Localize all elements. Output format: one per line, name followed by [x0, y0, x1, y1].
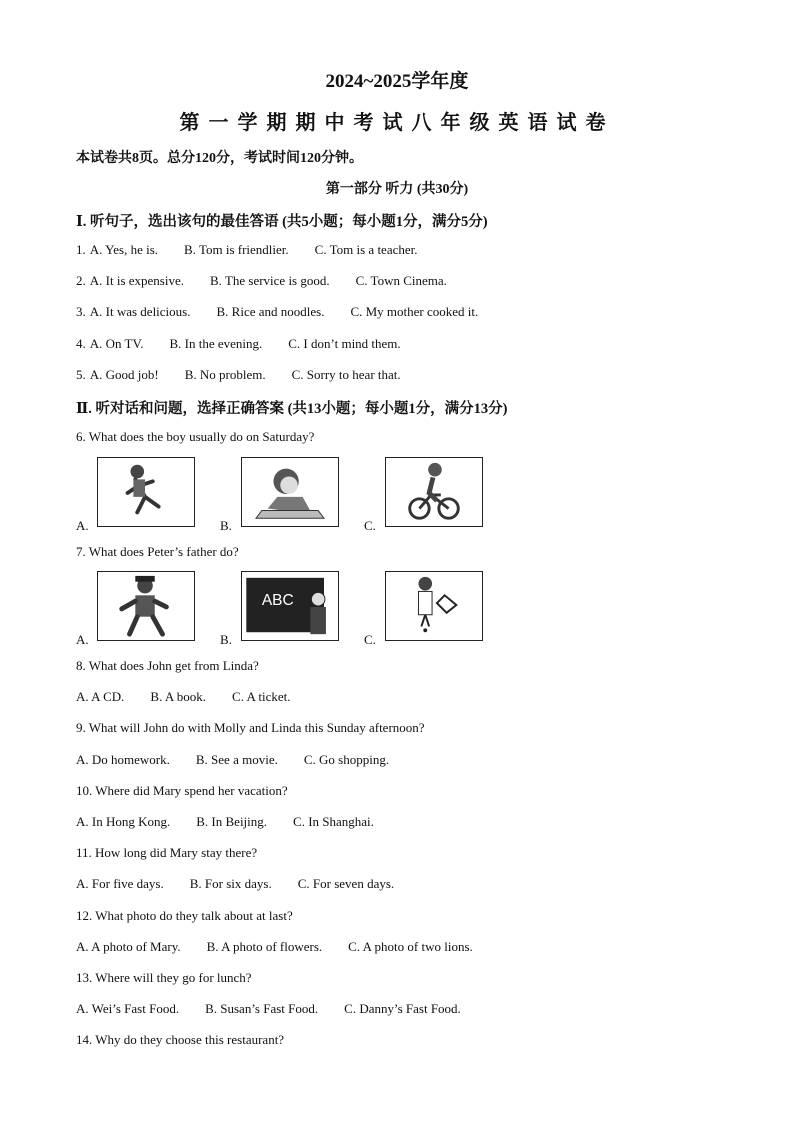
question-9: 9. What will John do with Molly and Linda this Sunday afternoon?	[76, 720, 425, 735]
question-12-options: A. A photo of Mary. B. A photo of flowers. C. A photo of two lions.	[76, 939, 473, 954]
doctor-icon	[385, 571, 483, 641]
question-8-options: A. A CD. B. A book. C. A ticket.	[76, 689, 291, 704]
question-13: 13. Where will they go for lunch?	[76, 970, 252, 985]
q7-label-c: C.	[364, 632, 376, 647]
question-10: 10. Where did Mary spend her vacation?	[76, 783, 288, 798]
q6-label-c: C.	[364, 518, 376, 533]
section2-heading: Ⅱ. 听对话和问题，选择正确答案 (共13小题；每小题1分，满分13分)	[76, 401, 508, 417]
cycling-boy-icon	[385, 457, 483, 527]
question-14: 14. Why do they choose this restaurant?	[76, 1032, 285, 1047]
question-11: 11. How long did Mary stay there?	[76, 845, 258, 860]
question-6: 6. What does the boy usually do on Saturday?	[76, 429, 315, 444]
question-5: 5. A. Good job! B. No problem. C. Sorry to hear that.	[76, 367, 401, 382]
question-8: 8. What does John get from Linda?	[76, 658, 259, 673]
question-3: 3. A. It was delicious. B. Rice and noodles. C. My mother cooked it.	[76, 304, 479, 319]
exam-main-title: 第一学期期中考试八年级英语试卷	[179, 112, 615, 134]
exam-year-title: 2024~2025学年度	[325, 71, 469, 92]
question-12: 12. What photo do they talk about at last?	[76, 908, 293, 923]
firefighter-icon	[97, 571, 195, 641]
question-4: 4. A. On TV. B. In the evening. C. I don’t mind them.	[76, 336, 401, 351]
q7-label-b: B.	[220, 632, 232, 647]
exam-note: 本试卷共8页。总分120分，考试时间120分钟。	[76, 151, 363, 166]
q7-label-a: A.	[76, 632, 89, 647]
question-7: 7. What does Peter’s father do?	[76, 544, 239, 559]
running-boy-icon	[97, 457, 195, 527]
question-10-options: A. In Hong Kong. B. In Beijing. C. In Shanghai.	[76, 814, 374, 829]
question-13-options: A. Wei’s Fast Food. B. Susan’s Fast Food. C. Danny’s Fast Food.	[76, 1001, 461, 1016]
question-2: 2. A. It is expensive. B. The service is good. C. Town Cinema.	[76, 273, 447, 288]
blackboard-text: ABC	[261, 592, 294, 610]
question-1: 1. A. Yes, he is. B. Tom is friendlier. C. Tom is a teacher.	[76, 242, 418, 257]
q6-label-b: B.	[220, 518, 232, 533]
teacher-blackboard-icon	[241, 571, 339, 641]
question-11-options: A. For five days. B. For six days. C. For seven days.	[76, 876, 395, 891]
q6-label-a: A.	[76, 518, 89, 533]
section1-heading: Ⅰ. 听句子，选出该句的最佳答语 (共5小题；每小题1分，满分5分)	[76, 214, 488, 230]
question-9-options: A. Do homework. B. See a movie. C. Go shopping.	[76, 752, 390, 767]
writing-boy-icon	[241, 457, 339, 527]
part1-heading: 第一部分 听力 (共30分)	[325, 182, 469, 197]
